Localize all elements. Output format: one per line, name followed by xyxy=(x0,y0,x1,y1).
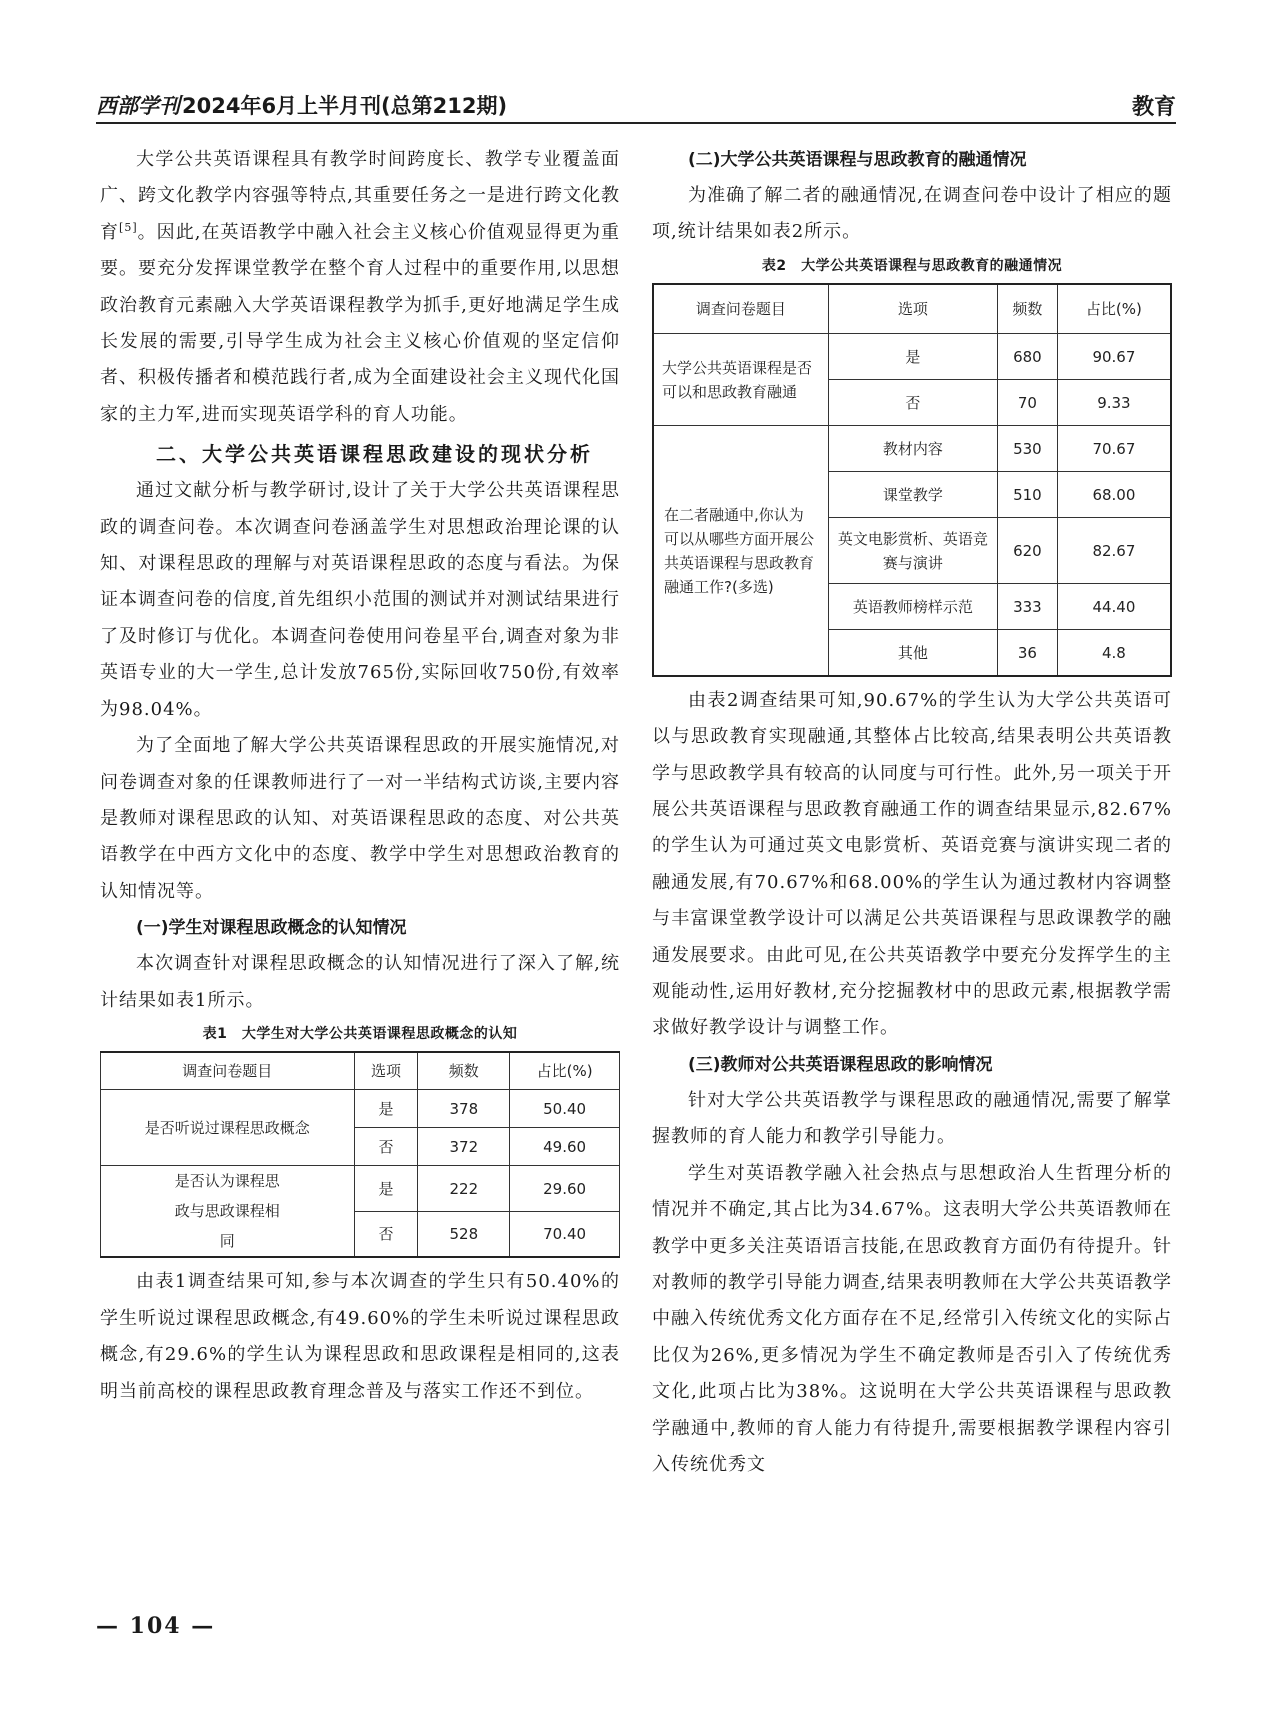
paragraph: 为了全面地了解大学公共英语课程思政的开展实施情况,对问卷调查对象的任课教师进行了一对一半结构式访谈,主要内容是教师对课程思政的认知、对英语课程思政的态度、对公共英语教学在中西方文化中的态度、教学中学生对思想政治教育的认知情况等。 xyxy=(100,735,620,902)
option-cell: 是 xyxy=(828,334,997,380)
table-row xyxy=(653,426,1171,472)
paragraph-text: 。因此,在英语教学中融入社会主义核心价值观显得更为重要。要充分发挥课堂教学在整个育人过程中的重要作用,以思想政治教育元素融入大学英语课程教学为抓手,更好地满足学生成长发展的需要,引导学生成为社会主义核心价值观的坚定信仰者、积极传播者和模范践行者,成为全面建设社会主义现代化国家的主力军,进而实现英语学科的育人功能。 xyxy=(100,221,620,425)
paragraph: 针对大学公共英语教学与课程思政的融通情况,需要了解掌握教师的育人能力和教学引导能力。 xyxy=(652,1089,1172,1148)
subsection-heading: (三)教师对公共英语课程思政的影响情况 xyxy=(688,1054,993,1075)
right-column xyxy=(652,142,1172,1483)
option-cell: 其他 xyxy=(828,630,997,676)
paragraph: 由表2调查结果可知,90.67%的学生认为大学公共英语可以与思政教育实现融通,其整体占比较高,结果表明公共英语教学与思政教学具有较高的认同度与可行性。此外,另一项关于开展公共英语课程与思政教育融通工作的调查结果显示,82.67%的学生认为可通过英文电影赏析、英语竞赛与演讲实现二者的融通发展,有70.67%和68.00%的学生认为通过教材内容调整与丰富课堂教学设计可以满足公共英语课程与思政课教学的融通发展要求。由此可见,在公共英语教学中要充分发挥学生的主观能动性,运用好教材,充分挖掘教材中的思政元素,根据教学需求做好教学设计与调整工作。 xyxy=(652,689,1173,1039)
freq-cell: 620 xyxy=(997,518,1057,584)
pct-cell: 70.40 xyxy=(510,1212,620,1258)
pct-cell: 68.00 xyxy=(1057,472,1171,518)
journal-logo: 西部学刊 xyxy=(96,93,180,118)
freq-cell: 333 xyxy=(997,584,1057,630)
pct-cell: 82.67 xyxy=(1057,518,1171,584)
table-2 xyxy=(652,283,1172,677)
pct-cell: 4.8 xyxy=(1057,630,1171,676)
journal-title xyxy=(96,90,507,120)
question-cell: 是否听说过课程思政概念 xyxy=(101,1090,355,1166)
paragraph-text: 大学公共英语课程具有教学时间跨度长、教学专业覆盖面广、跨文化教学内容强等特点,其重要任务之一是进行跨文化教育 xyxy=(100,149,620,243)
section-heading: 二、大学公共英语课程思政建设的现状分析 xyxy=(156,442,593,467)
issue-info: 2024年6月上半月刊(总第212期) xyxy=(182,94,508,118)
pct-cell: 49.60 xyxy=(510,1128,620,1166)
option-cell: 是 xyxy=(354,1166,418,1212)
paragraph: 学生对英语教学融入社会热点与思想政治人生哲理分析的情况并不确定,其占比为34.67%。这表明大学公共英语教师在教学中更多关注英语语言技能,在思政教育方面仍有待提升。针对教师的教学引导能力调查,结果表明教师在大学公共英语教学中融入传统优秀文化方面存在不足,经常引入传统文化的实际占比仅为26%,更多情况为学生不确定教师是否引入了传统优秀文化,此项占比为38%。这说明在大学公共英语课程与思政教学融通中,教师的育人能力有待提升,需要根据教学课程内容引入传统优秀文 xyxy=(652,1162,1172,1475)
question-cell: 是否认为课程思政与思政课程相同 xyxy=(101,1166,355,1258)
freq-cell: 36 xyxy=(997,630,1057,676)
option-cell: 英语教师榜样示范 xyxy=(828,584,997,630)
freq-cell: 378 xyxy=(418,1090,510,1128)
freq-cell: 528 xyxy=(418,1212,510,1258)
option-cell: 否 xyxy=(354,1212,418,1258)
pct-cell: 70.67 xyxy=(1057,426,1171,472)
table-header: 调查问卷题目 xyxy=(101,1052,355,1090)
paragraph: 由表1调查结果可知,参与本次调查的学生只有50.40%的学生听说过课程思政概念,有49.60%的学生未听说过课程思政概念,有29.6%的学生认为课程思政和思政课程是相同的,这表明当前高校的课程思政教育理念普及与落实工作还不到位。 xyxy=(100,1271,620,1402)
table-header: 占比(%) xyxy=(1057,284,1171,334)
option-cell: 英文电影赏析、英语竞赛与演讲 xyxy=(828,518,997,584)
table-header: 频数 xyxy=(997,284,1057,334)
pct-cell: 44.40 xyxy=(1057,584,1171,630)
option-cell: 课堂教学 xyxy=(828,472,997,518)
pct-cell: 90.67 xyxy=(1057,334,1171,380)
freq-cell: 510 xyxy=(997,472,1057,518)
freq-cell: 680 xyxy=(997,334,1057,380)
page-number: — 104 — xyxy=(96,1613,216,1639)
table-header: 调查问卷题目 xyxy=(653,284,828,334)
table-header: 频数 xyxy=(418,1052,510,1090)
left-column xyxy=(100,142,620,1410)
option-cell: 是 xyxy=(354,1090,418,1128)
question-cell: 在二者融通中,你认为可以从哪些方面开展公共英语课程与思政教育融通工作?(多选) xyxy=(653,426,828,676)
option-cell: 否 xyxy=(354,1128,418,1166)
freq-cell: 70 xyxy=(997,380,1057,426)
freq-cell: 530 xyxy=(997,426,1057,472)
table-1 xyxy=(100,1051,620,1259)
paragraph xyxy=(100,142,620,433)
question-cell: 大学公共英语课程是否可以和思政教育融通 xyxy=(653,334,828,426)
table-row xyxy=(653,334,1171,380)
table-header: 选项 xyxy=(828,284,997,334)
running-header xyxy=(96,88,1176,124)
freq-cell: 222 xyxy=(418,1166,510,1212)
table-row xyxy=(101,1166,620,1212)
subsection-heading: (二)大学公共英语课程与思政教育的融通情况 xyxy=(688,150,1027,170)
citation-ref: [5] xyxy=(119,220,138,234)
freq-cell: 372 xyxy=(418,1128,510,1166)
pct-cell: 29.60 xyxy=(510,1166,620,1212)
pct-cell: 50.40 xyxy=(510,1090,620,1128)
table-caption: 表2 大学公共英语课程与思政教育的融通情况 xyxy=(761,257,1063,274)
subsection-heading: (一)学生对课程思政概念的认知情况 xyxy=(136,918,407,939)
option-cell: 教材内容 xyxy=(828,426,997,472)
pct-cell: 9.33 xyxy=(1057,380,1171,426)
table-row xyxy=(101,1090,620,1128)
section-name: 教育 xyxy=(1131,95,1176,120)
option-cell: 否 xyxy=(828,380,997,426)
paragraph: 通过文献分析与教学研讨,设计了关于大学公共英语课程思政的调查问卷。本次调查问卷涵盖学生对思想政治理论课的认知、对课程思政的理解与对英语课程思政的态度与看法。为保证本调查问卷的信度,首先组织小范围的测试并对测试结果进行了及时修订与优化。本调查问卷使用问卷星平台,调查对象为非英语专业的大一学生,总计发放765份,实际回收750份,有效率为98.04%。 xyxy=(100,480,621,720)
paragraph: 本次调查针对课程思政概念的认知情况进行了深入了解,统计结果如表1所示。 xyxy=(100,953,620,1011)
table-header: 选项 xyxy=(354,1052,418,1090)
paragraph: 为准确了解二者的融通情况,在调查问卷中设计了相应的题项,统计结果如表2所示。 xyxy=(652,185,1172,243)
table-header: 占比(%) xyxy=(510,1052,620,1090)
table-caption: 表1 大学生对大学公共英语课程思政概念的认知 xyxy=(202,1025,518,1042)
